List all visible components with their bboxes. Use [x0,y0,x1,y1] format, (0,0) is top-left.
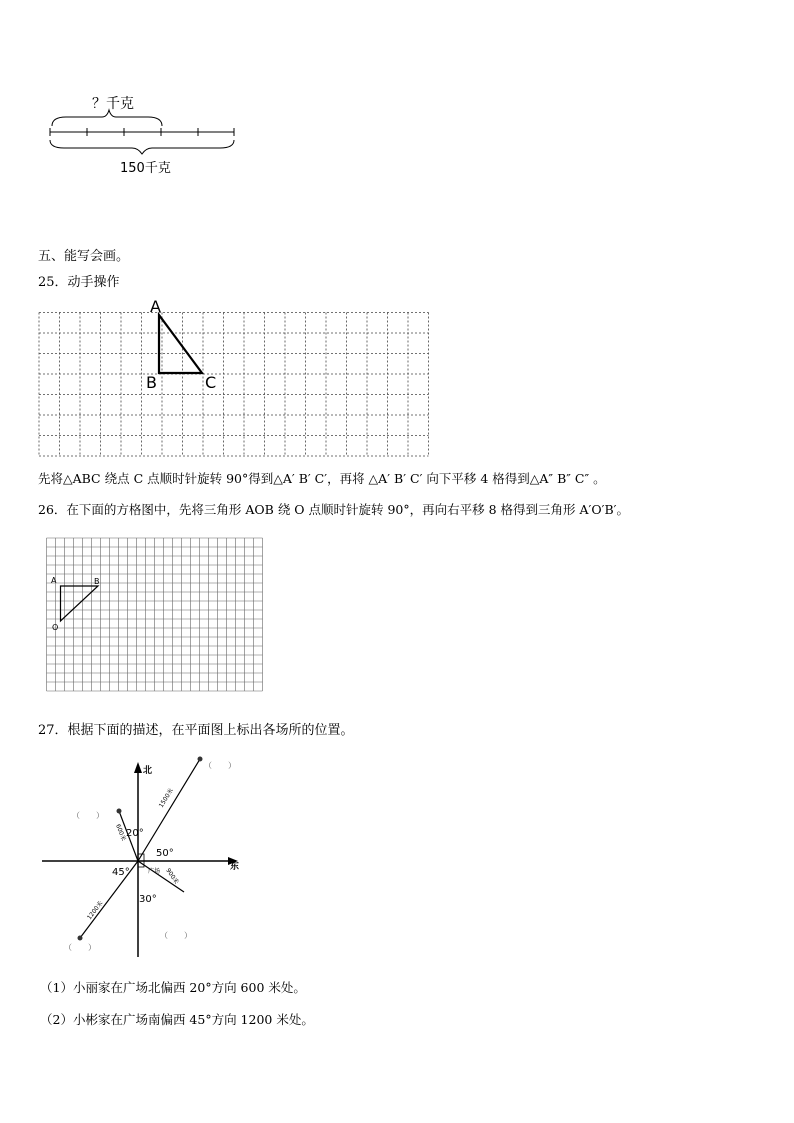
angle-50-label: 50° [156,848,174,859]
east-label: 东 [230,862,240,872]
q25-label-b: B [146,373,157,392]
q25-instruction: 先将△ABC 绕点 C 点顺时针旋转 90°得到△A′ B′ C′，再将 △A′ B′ C′ 向下平移 4 格得到△A″ B″ C″ 。 [38,471,606,486]
point-southwest [78,936,83,941]
q26-square-grid [47,538,263,691]
q25-title: 25．动手操作 [38,275,120,290]
q25-label-a: A [150,297,161,316]
point-northeast [198,757,203,762]
q26-label-a: A [51,576,57,585]
angle-20-label: 20° [126,828,144,839]
q25-label-c: C [205,373,217,392]
blank-northeast: （ ） [204,761,236,770]
bottom-brace [50,140,234,154]
angle-30-label: 30° [139,894,157,905]
q27-description-1: （1）小丽家在广场北偏西 20°方向 600 米处。 [40,980,306,995]
top-brace [52,110,162,126]
blank-southwest: （ ） [64,943,96,952]
point-northwest [117,809,122,814]
weight-top-label: ？千克 [92,96,134,112]
q27-description-2: （2）小彬家在广场南偏西 45°方向 1200 米处。 [40,1012,314,1027]
q25-grid-figure [30,292,455,462]
triangle-abc [159,315,202,373]
q27-direction-map [40,752,255,962]
center-label: 广场 [148,868,161,875]
q25-dotted-grid [39,313,429,457]
dist-nw-label: 600米 [114,823,127,843]
angle-45-label: 45° [112,867,130,878]
q26-label-b: B [94,577,100,586]
weight-bottom-label: 150千克 [120,161,171,176]
dist-ne-label: 1500米 [157,787,175,810]
dist-sw-label: 1200米 [86,899,105,922]
triangle-aob [61,586,99,621]
blank-southeast: （ ） [160,931,192,940]
weight-segment-diagram [40,88,250,183]
q26-title: 26．在下面的方格图中，先将三角形 AOB 绕 O 点顺时针旋转 90°，再向右平移 8 格得到三角形 A′O′B′。 [38,502,629,517]
q26-grid-figure [40,533,272,695]
section-heading: 五、能写会画。 [38,249,130,264]
dist-se-label: 900米 [164,867,180,886]
north-label: 北 [143,766,153,776]
q26-label-o: O [52,623,59,632]
q27-title: 27．根据下面的描述，在平面图上标出各场所的位置。 [38,723,354,738]
blank-northwest: （ ） [72,811,104,820]
north-arrow-icon [134,762,142,773]
